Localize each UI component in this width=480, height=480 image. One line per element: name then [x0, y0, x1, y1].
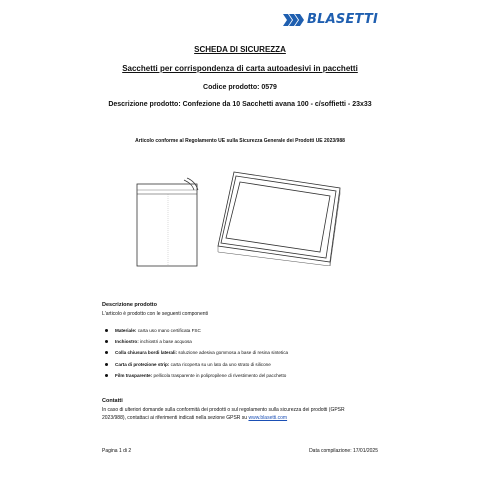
item-label: Materiale:: [115, 328, 137, 333]
item-text: carta uso mano certificata FSC: [136, 328, 201, 333]
product-description: Descrizione prodotto: Confezione da 10 Sacchetti avana 100 - c/soffietti - 23x33: [108, 101, 372, 108]
item-label: Colla chiusura bordi laterali:: [115, 350, 178, 356]
contacts-text: [102, 407, 392, 422]
blasetti-logo-mark-icon: [283, 14, 305, 26]
list-item: [104, 347, 288, 358]
list-item: [104, 325, 288, 336]
document-title: SCHEDA DI SICUREZZA: [194, 45, 286, 54]
bullet-icon: [105, 351, 108, 354]
blasetti-website-link[interactable]: www.blasetti.com: [248, 414, 288, 421]
list-item: [104, 336, 288, 347]
bullet-icon: [105, 363, 108, 366]
product-section-intro: L'articolo è prodotto con le seguenti componenti: [102, 311, 209, 317]
item-label: Inchiostro:: [115, 339, 139, 345]
component-list: [104, 325, 288, 381]
envelope-pack-illustration: [212, 166, 352, 266]
item-text: carta ricoperta su un lato da uno strato di silicone: [169, 361, 271, 367]
bullet-icon: [105, 340, 108, 343]
brand-logo: [283, 12, 378, 27]
page-number: Pagina 1 di 2: [102, 448, 132, 454]
regulation-note: Articolo conforme al Regolamento UE sulla Sicurezza Generale dei Prodotti UE 2023/988: [135, 138, 345, 144]
list-item: [104, 370, 288, 381]
bullet-icon: [105, 374, 108, 377]
compilation-date: Data compilazione: 17/01/2025: [309, 448, 378, 454]
item-label: Carta di protezione strip:: [115, 361, 170, 367]
item-text: soluzione adesiva gommosa a base di resina sintetica: [177, 350, 289, 356]
product-section-title: Descrizione prodotto: [102, 302, 158, 308]
contacts-line-1: In caso di ulteriori domande sulla conformità dei prodotti o sul regolamento sulla sicurezza dei prodotti (GPSR: [102, 407, 345, 413]
document-subtitle: Sacchetti per corrispondenza di carta autoadesivi in pacchetti: [122, 64, 358, 73]
list-item: [104, 359, 288, 370]
item-text: pellicola trasparente in polipropilene di rivestimento del pacchetto: [152, 372, 287, 378]
item-text: inchiostri a base acquosa: [138, 339, 192, 345]
logo-text: BLASETTI: [307, 12, 378, 27]
item-label: Film trasparente:: [115, 372, 153, 378]
bullet-icon: [105, 329, 108, 332]
contacts-line-2-text: 2023/988), contattaci ai riferimenti indicati nella sezione GPSR su: [102, 414, 249, 421]
contacts-section-title: Contatti: [102, 398, 123, 404]
envelope-illustration: [132, 170, 204, 270]
contacts-line-2: [102, 415, 392, 423]
product-code: Codice prodotto: 0579: [203, 84, 277, 91]
